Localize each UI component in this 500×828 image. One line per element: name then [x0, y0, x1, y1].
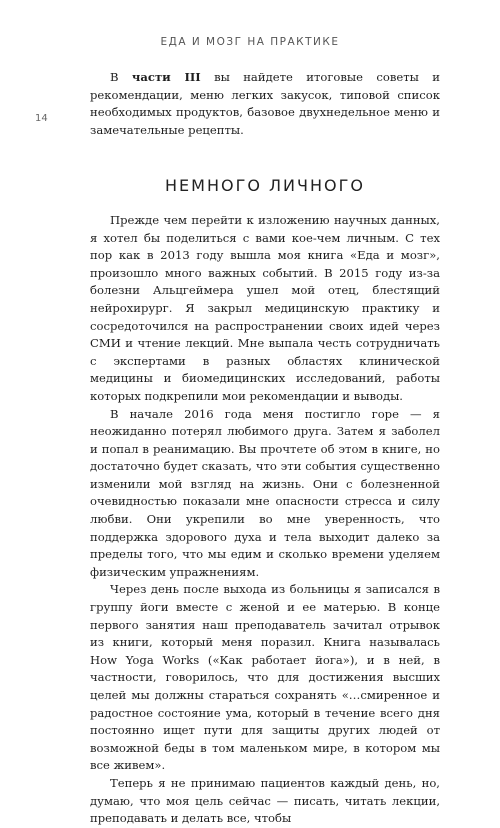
paragraph-3: Через день после выхода из больницы я записался в группу йоги вместе с женой и ее матерью. В конце первого занятия наш преподаватель зачитал отрывок из книги, который меня поразил. Книга называлась How Yoga Works («Как работает йога»), и в ней, в частности, говорилось, что для достижения высших целей мы должны стараться сохранять «…смиренное и радостное состояние ума, который в течение всего дня постоянно ищет пути для защиты других людей от возможной беды в том маленьком мире, в котором мы все живем».	[90, 582, 440, 773]
intro-after: вы найдете итоговые советы и рекомендации, меню легких закусок, типовой список необходимых продуктов, базовое двухнедельное меню и замечательные рецепты.	[90, 70, 440, 137]
paragraph-4: Теперь я не принимаю пациентов каждый день, но, думаю, что моя цель сейчас — писать, читать лекции, преподавать и делать все, чтобы	[90, 775, 440, 826]
running-header: ЕДА И МОЗГ НА ПРАКТИКЕ	[160, 36, 340, 48]
intro-bold: части III	[131, 70, 201, 84]
paragraph-2: В начале 2016 года меня постигло горе — я неожиданно потерял любимого друга. Затем я заболел и попал в реанимацию. Вы прочтете об этом в книге, но достаточно будет сказать, что эти события существенно изменили мой взгляд на жизнь. Они с болезненной очевидностью показали мне опасности стресса и силу любви. Они укрепили во мне уверенность, что поддержка здорового духа и тела выходит далеко за пределы того, что мы едим и сколько времени уделяем физическим упражнениям.	[90, 406, 440, 579]
page-body	[90, 69, 440, 828]
page-number: 14	[35, 113, 48, 124]
intro-paragraph	[90, 69, 440, 139]
intro-before: В	[110, 70, 132, 84]
paragraph-1: Прежде чем перейти к изложению научных данных, я хотел бы поделиться с вами кое-чем личным. С тех пор как в 2013 году вышла моя книга «Еда и мозг», произошло много важных событий. В 2015 году из-за болезни Альцгеймера ушел мой отец, блестящий нейрохирург. Я закрыл медицинскую практику и сосредоточился на распространении своих идей через СМИ и чтение лекций. Мне выпала честь сотрудничать с экспертами в разных областях клинической медицины и биомедицинских исследований, работы которых подкрепили мои рекомендации и выводы.	[90, 212, 440, 403]
section-title: НЕМНОГО ЛИЧНОГО	[165, 176, 365, 196]
